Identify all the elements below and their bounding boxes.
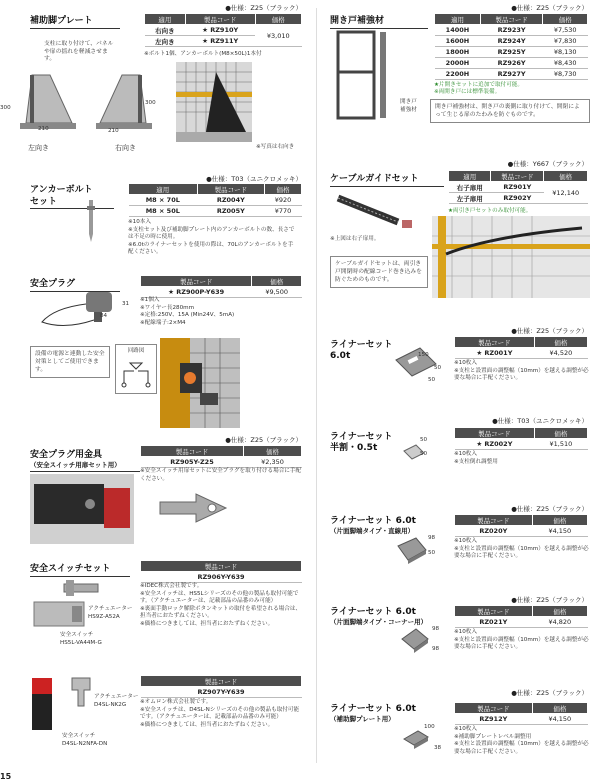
spec-label: ●仕様：Z25（ブラック） [225,436,302,444]
row-code: ★ RZ910Y [185,25,255,36]
row-apply: M8 × 50L [129,206,198,217]
switch-2-label: 安全スイッチ D4SL-N2NFA-DN [62,733,108,747]
row-code: RZ902Y [491,193,544,204]
title-text: ライナーセット 6.0t [330,516,416,526]
col-header: 製品コード [480,14,543,25]
row-price: ¥7,830 [543,36,588,47]
switch-1-image [32,598,88,630]
row-apply: 1800H [435,47,481,58]
hirakido-description: 開き戸補強材は、開き戸の裏側に取り付けて、開閉によって生じる扉のたわみを防ぐものです。 [430,99,590,123]
row-price: ¥4,150 [532,714,587,725]
row-code: RZ004Y [197,195,264,206]
table-row [141,687,302,698]
liner5-image [402,729,430,751]
title-sub: （安全スイッチ用扉セット用） [30,461,121,469]
section-title-liner1: ライナーセット 6.0t [330,340,393,361]
note-line: ※安全スイッチは、HS5Lシリーズのその他の製品も取付可能です。（アクチュエーターは、記載部品の品番のみ可能） [140,590,299,605]
note-line: ※配線端子:2×M4 [140,319,186,326]
anchor-table [128,183,302,217]
note-line: ※10枚入 [454,360,477,366]
note-line: ※裏面手動ロック解除ボタンキットの取付を希望される場合は、担当者におたずねください。 [140,605,302,620]
cable-photo-note: ※上図は右子扉用。 [330,236,380,242]
circuit-label: 回路図 [127,348,145,354]
liner4-image [400,627,430,655]
col-header: 製品コード [455,606,533,617]
section-title-hokyaku: 補助脚プレート [30,13,120,29]
note-line: ※安全スイッチは、D4SL-Nシリーズのその他の製品も取付可能です。（アクチュエーターは、記載部品の品番のみ可能） [140,706,300,721]
note-line: ※オムロン株式会社製です。 [140,699,212,705]
circuit-diagram [115,344,157,394]
spec-label: ●仕様：T03（ユニクロメッキ） [492,417,588,425]
row-code: RZ906Y-Y639 [141,572,302,583]
row-apply: 右向き [145,25,186,36]
spec-label: ●仕様：Z25（ブラック） [511,505,588,513]
liner3-notes [454,538,590,561]
note-line: ※支柱と設置面の調整幅（10mm）を越える調整が必要な場合に手配ください。 [454,741,589,755]
col-header: 製品コード [455,428,535,439]
spec-label: ●仕様：Z25（ブラック） [511,327,588,335]
dim-height: 300 [0,105,11,111]
row-code: RZ926Y [480,58,543,69]
table-row [435,47,588,58]
cable-guide-image [336,190,426,230]
dim-liner: 98 [428,535,436,541]
spec-label: ●仕様：Z25（ブラック） [511,4,588,12]
cable-table [448,170,588,204]
dim-liner: 38 [434,745,442,751]
liner3-image [396,536,428,566]
table-row [435,36,588,47]
table-row [435,58,588,69]
col-header: 製品コード [141,446,244,457]
row-code: RZ924Y [480,36,543,47]
switch-notes-2 [140,699,304,729]
row-apply: 左子扉用 [449,193,491,204]
dim-liner: 50 [428,377,436,383]
note-line: ※定格:250V、15A (Min24V、5mA) [140,312,235,319]
note-line: ※10本入 [128,219,151,225]
hirakido-note: ★片開きセットに追加で取付可能。 [434,82,523,88]
dim-liner: 50 [434,365,442,371]
table-row [435,69,588,80]
plug-photo [160,338,240,428]
section-title-anchor: アンカーボルト セット [30,184,114,209]
row-apply: M8 × 70L [129,195,198,206]
col-header: 価格 [265,184,302,195]
col-header: 価格 [544,171,588,182]
col-header: 製品コード [141,676,302,687]
dim-liner: 98 [432,646,440,652]
row-code: ★ RZ911Y [185,36,255,47]
col-header: 製品コード [185,14,255,25]
note-line: ※支柱セット及び補助脚プレート内のアンカーボルトの数、長さでは不足の時に使用。 [128,226,295,241]
col-header: 適用 [129,184,198,195]
note-line: ※1個入 [140,297,160,303]
row-price: ¥9,500 [252,287,302,298]
switch-1-label: 安全スイッチ HS5L-VA44M-G [60,632,102,646]
note-line: ※10枚入 [454,538,477,544]
row-apply: 1600H [435,36,481,47]
row-price: ¥920 [265,195,302,206]
table-row [141,457,302,468]
note-line: ※支柱と設置面の調整幅（10mm）を越える調整が必要な場合に手配ください。 [454,367,589,382]
col-header: 価格 [252,276,302,287]
section-title-plug-holder [30,447,140,472]
table-row [129,206,302,217]
table-row [455,439,588,450]
row-code: ★ RZ900P-Y639 [141,287,252,298]
col-header: 適用 [145,14,186,25]
plug-holder-note: ※安全スイッチ用扉セットに安全プラグを取り付ける場合に手配ください。 [140,468,302,482]
section-title-liner2: ライナーセット 半割・0.5t [330,432,393,453]
row-code: RZ927Y [480,69,543,80]
plug-table [140,275,302,298]
plug-holder-part-image [156,492,236,532]
col-header: 製品コード [455,703,533,714]
row-apply: 2000H [435,58,481,69]
liner3-table [454,514,588,537]
row-code: RZ020Y [455,526,533,537]
row-price: ¥770 [265,206,302,217]
row-price: ¥12,140 [544,182,588,204]
row-price: ¥8,130 [543,47,588,58]
hokyaku-photo-note: ※写真は右向き [256,144,295,150]
col-header: 製品コード [197,184,264,195]
switch-table-2 [140,675,302,698]
switch-2-image [30,676,54,732]
row-price: ¥4,520 [534,348,587,359]
note-line: ※価格につきましては、担当者におたずねください。 [140,721,274,728]
hokyaku-description: 支柱に取り付けて、パネルや扉の揺れを軽減させます。 [44,41,114,63]
spec-label: ●仕様：Z25（ブラック） [225,4,302,12]
plug-holder-photo [30,474,134,544]
spec-label: ●仕様：T03（ユニクロメッキ） [206,175,302,183]
table-row [455,348,588,359]
dim-height: 300 [145,100,156,106]
section-title-liner5 [330,704,416,724]
plug-image [34,290,124,330]
note-line: ※支柱と設置面の調整幅（10mm）を越える調整が必要な場合に手配ください。 [454,636,589,651]
section-title-liner4 [330,607,427,627]
plug-holder-table [140,445,302,468]
dim-liner: 150 [418,352,429,358]
plug-notes [140,297,305,327]
row-code: RZ912Y [455,714,533,725]
row-code: RZ923Y [480,25,543,36]
note-line: ※6.0tのライナーセットを使用の際は、70Lのアンカーボルトを手配ください。 [128,241,294,256]
row-price: ¥1,510 [534,439,587,450]
title-sub: （片面脚端タイプ・コーナー用） [330,618,428,626]
col-header: 価格 [543,14,588,25]
dim-plug: 31 [122,301,130,307]
dim-liner: 100 [424,724,435,730]
col-header: 製品コード [455,337,535,348]
row-price: ¥2,350 [243,457,301,468]
row-apply: 2200H [435,69,481,80]
row-code: RZ901Y [491,182,544,193]
section-title-cable: ケーブルガイドセット [330,171,444,187]
dim-liner: 50 [420,451,428,457]
hirakido-table [434,13,588,80]
row-price: ¥4,150 [532,526,587,537]
row-code: ★ RZ001Y [455,348,535,359]
note-line: ※価格につきましては、担当者におたずねください。 [140,620,274,627]
actuator-2-label: アクチュエーター D4SL-NK2G [94,694,139,708]
section-title-liner3 [330,516,416,536]
plug-description: 設備の電源と連動した安全対策としてご使用できます。 [30,346,110,378]
row-price: ¥4,820 [532,617,587,628]
col-header: 製品コード [491,171,544,182]
row-code: RZ021Y [455,617,533,628]
row-code: RZ925Y [480,47,543,58]
hokyaku-photo [176,62,252,142]
liner1-notes [454,360,590,383]
note-line: ※IDEC株式会社製です。 [140,583,203,589]
cable-note: ★両引き戸セットのみ取付可能。 [448,208,532,214]
col-header: 価格 [243,446,301,457]
spec-label: ●仕様：Y667（ブラック） [507,160,588,168]
table-row [129,195,302,206]
column-divider [316,8,317,763]
dim-plug: 84 [100,313,108,319]
note-line: ※補助脚プレートレベル調整用 [454,733,532,740]
dim-liner: 98 [432,626,440,632]
note-line: ※10枚入 [454,726,477,732]
liner5-notes [454,726,590,756]
note-line: ※支柱と設置面の調整幅（10mm）を越える調整が必要な場合に手配ください。 [454,545,589,560]
col-header: 価格 [532,703,587,714]
spec-label: ●仕様：Z25（ブラック） [511,596,588,604]
row-price: ¥8,430 [543,58,588,69]
liner4-notes [454,629,590,652]
liner2-table [454,427,588,450]
switch-table-1 [140,560,302,583]
table-row [141,287,302,298]
hokyaku-table [144,13,302,47]
table-row [455,526,588,537]
col-header: 適用 [435,14,481,25]
switch-notes-1 [140,583,304,629]
col-header: 価格 [532,515,587,526]
actuator-2-image [68,676,94,708]
title-text: ライナーセット 6.0t [330,704,416,714]
note-line: ※10枚入 [454,629,477,635]
label-right: 右向き [115,144,136,152]
door-diagram [336,30,394,120]
spec-label: ●仕様：Z25（ブラック） [511,689,588,697]
table-row [455,714,588,725]
actuator-1-label: アクチュエーター HS9Z-A52A [88,606,133,620]
anchor-bolt-image [84,200,98,242]
row-price: ¥8,730 [543,69,588,80]
col-header: 適用 [449,171,491,182]
liner1-table [454,336,588,359]
col-header: 製品コード [141,276,252,287]
col-header: 製品コード [141,561,302,572]
liner1-image [394,346,438,380]
row-code: ★ RZ002Y [455,439,535,450]
hirakido-note: ※両開き戸には標準装備。 [434,89,501,95]
row-code: RZ005Y [197,206,264,217]
section-title-plug: 安全プラグ [30,276,120,292]
dim-liner: 50 [428,550,436,556]
title-text: 安全プラグ用金具 [30,450,103,460]
dim-width: 210 [38,126,49,132]
dim-liner: 50 [420,437,428,443]
note-line: ※10枚入 [454,451,477,457]
liner2-notes [454,451,590,466]
section-title-switch: 安全スイッチセット [30,561,130,577]
cable-description: ケーブルガイドセットは、両引き戸開閉時の配線コード巻き込みを防ぐためのものです。 [330,256,428,288]
label-left: 左向き [28,144,49,152]
row-code: RZ907Y-Y639 [141,687,302,698]
row-apply: 左向き [145,36,186,47]
col-header: 価格 [255,14,302,25]
table-row [435,25,588,36]
title-sub: （補助脚プレート用） [330,715,395,723]
title-sub: （片面脚端タイプ・直線用） [330,527,415,535]
col-header: 製品コード [455,515,533,526]
row-price: ¥3,010 [255,25,302,47]
row-code: RZ905Y-Z25 [141,457,244,468]
col-header: 価格 [534,428,587,439]
col-header: 価格 [532,606,587,617]
col-header: 価格 [534,337,587,348]
note-line: ※ワイヤー長280mm [140,304,195,311]
table-row [455,617,588,628]
page-number: 15 [0,772,12,781]
actuator-1-image [62,578,102,598]
cable-photo [432,216,590,298]
hokyaku-note: ※ボルト1個、アンカーボルト(M8×50L)1本付 [144,51,262,57]
anchor-notes [128,219,298,257]
liner4-table [454,605,588,628]
section-title-hirakido: 開き戸補強材 [330,13,428,29]
note-line: ※支柱倒れ調整用 [454,458,498,465]
title-text: ライナーセット 6.0t [330,607,416,617]
dim-width: 210 [108,128,119,134]
hirakido-callout: 開き戸 補強材 [400,99,417,113]
row-apply: 右子扉用 [449,182,491,193]
table-row [449,182,588,193]
row-price: ¥7,530 [543,25,588,36]
liner5-table [454,702,588,725]
row-apply: 1400H [435,25,481,36]
table-row [141,572,302,583]
